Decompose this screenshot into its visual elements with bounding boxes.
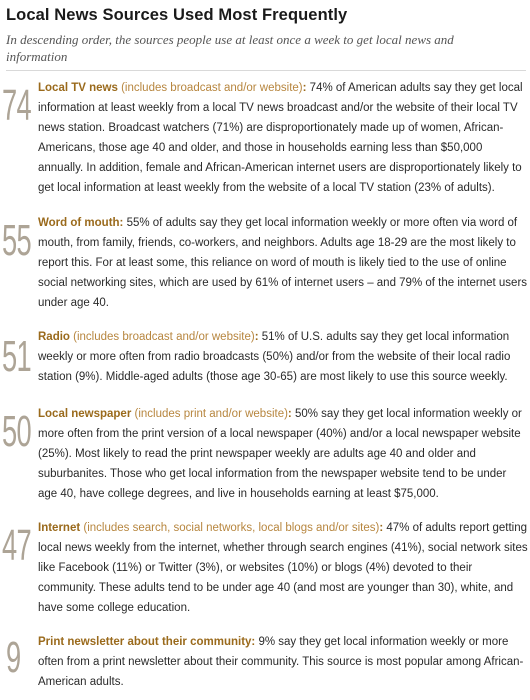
item-text: [38, 213, 528, 313]
item-heading-colon: :: [287, 408, 292, 420]
item-heading: Print newsletter about their community:: [38, 636, 256, 648]
item-body: 51% of U.S. adults say they get local information weekly or more often from radio broadcasts (50%) and/or from the website of their local radio station (9%). Middle-aged adults (those age 30-65) are most likely to use this source weekly.: [38, 331, 511, 383]
item-heading-colon: :: [254, 331, 259, 343]
item-body: 9% say they get local information weekly or more often from a print newsletter about their community. This source is most popular among African-American adults.: [38, 636, 524, 688]
item-heading: Internet: [38, 522, 81, 534]
item-heading-note: (includes print and/or website): [131, 408, 288, 420]
item-heading-note: (includes broadcast and/or website): [117, 82, 303, 94]
item-heading-note: (includes broadcast and/or website): [69, 331, 255, 343]
item-heading: Local TV news: [38, 82, 118, 94]
item-text: [38, 404, 528, 504]
item-body: 55% of adults say they get local information weekly or more often via word of mouth, from family, friends, co-workers, and neighbors. Adults age 18-29 are the most likely to report this. For at least some, this reliance on word of mouth is likely tied to the use of online social networking sites, which are used by 61% of internet users – and 79% of the internet users under age 40.: [38, 217, 528, 309]
item-heading: Radio: [38, 331, 70, 343]
item-heading-note: (includes search, social networks, local blogs and/or sites): [80, 522, 380, 534]
item-body: 74% of American adults say they get local information at least weekly from a local TV news broadcast and/or the website of their local TV news station. Broadcast watchers (71%) are disproportionately made up of women, African-Americans, those age 40 and older, and those in households earning less than $50,000 annually. In addition, female and African-American internet users are disproportionately likely to get local information at least weekly from the website of a local TV station (23% of adults).: [38, 82, 523, 194]
title-divider: [6, 70, 526, 71]
item-number: 50: [2, 407, 32, 456]
item-text: [38, 632, 528, 692]
item-number: 47: [2, 521, 32, 570]
item-text: [38, 327, 528, 387]
item-number: 74: [2, 81, 32, 130]
item-number: 51: [2, 332, 32, 381]
item-heading-colon: :: [379, 522, 384, 534]
item-body: 47% of adults report getting local news weekly from the internet, whether through search engines (41%), social network sites like Facebook (11%) or Twitter (3%), or websites (10%) or blogs (4%) devoted to their community. These adults tend to be under age 40 (and most are younger than 30), white, and have some college education.: [38, 522, 528, 614]
item-heading-colon: :: [302, 82, 307, 94]
page-title: Local News Sources Used Most Frequently: [6, 6, 348, 24]
item-number: 55: [2, 216, 32, 265]
page-subtitle: In descending order, the sources people use at least once a week to get local news and information: [6, 32, 454, 64]
item-text: [38, 518, 528, 618]
item-heading: Word of mouth:: [38, 217, 124, 229]
item-heading: Local newspaper: [38, 408, 132, 420]
item-body: 50% say they get local information weekly or more often from the print version of a local newspaper (40%) and/or a local newspaper website (25%). Most likely to read the print newspaper weekly are adults age 40 and older and suburbanites. Those who get local information from the newspaper website tend to be under age 40, have college degrees, and live in households earning at least $75,000.: [38, 408, 522, 500]
item-number: 9: [6, 633, 21, 682]
item-text: [38, 78, 528, 198]
